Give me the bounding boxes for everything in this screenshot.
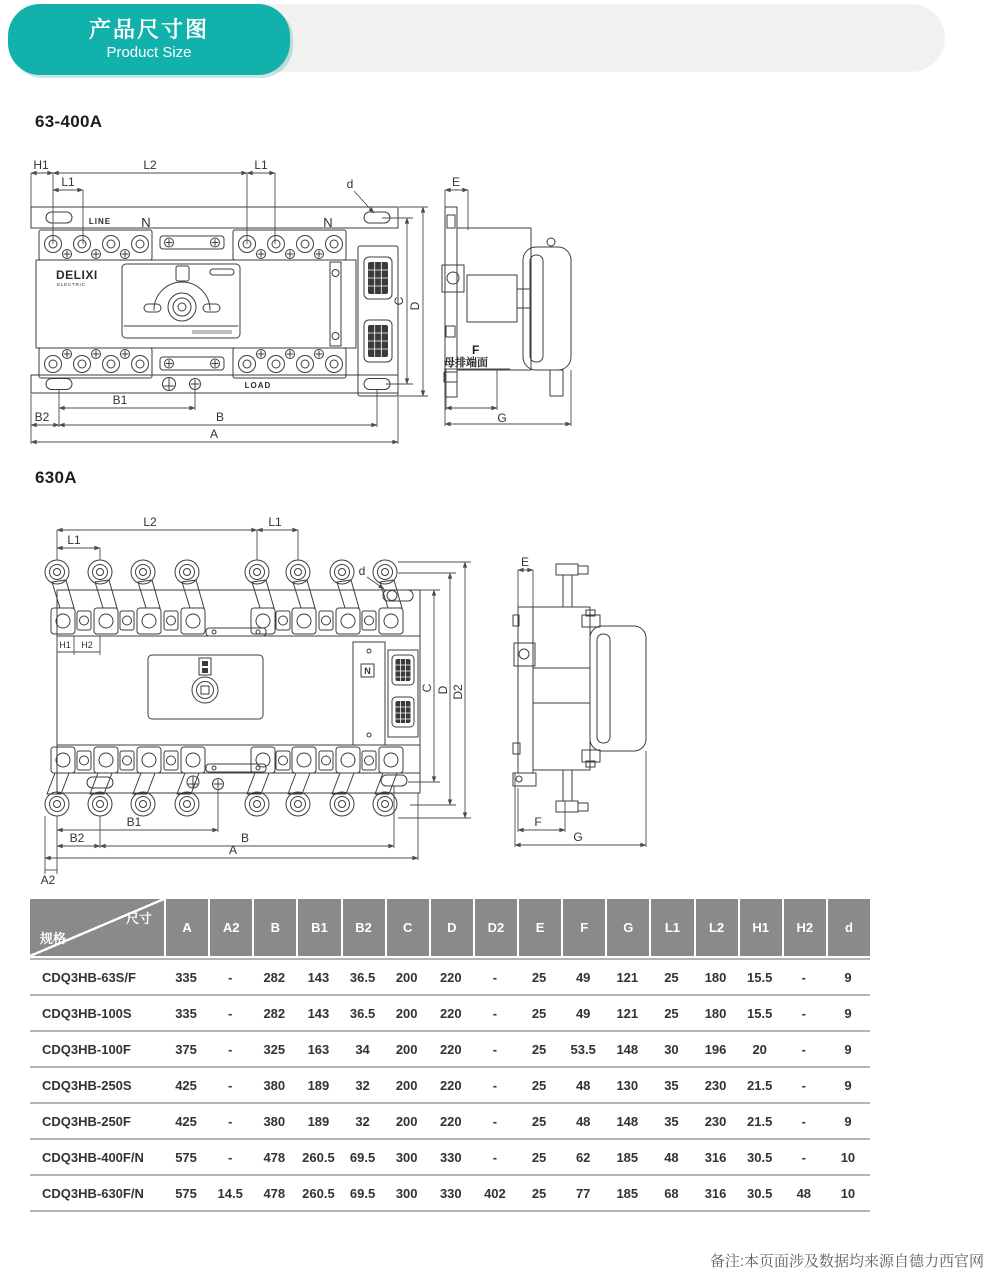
dim-label-b2: B2 <box>69 831 85 845</box>
dim-label-c: C <box>420 683 434 693</box>
value-cell-B2: 34 <box>355 1041 370 1057</box>
brand-logo: DELIXI <box>56 268 98 282</box>
value-cell-C: 200 <box>395 1077 418 1093</box>
value-cell-B: 325 <box>263 1041 286 1057</box>
model-cell: CDQ3HB-100F <box>42 1041 131 1057</box>
value-cell-G: 185 <box>616 1185 639 1201</box>
drawing-63-400a <box>30 158 595 458</box>
value-cell-d: 10 <box>840 1185 856 1201</box>
value-cell-D2: - <box>492 969 498 985</box>
value-cell-B2: 69.5 <box>349 1185 376 1201</box>
value-cell-L1: 35 <box>664 1077 679 1093</box>
value-cell-B: 380 <box>263 1077 286 1093</box>
table-body <box>30 958 870 1212</box>
table-row-CDQ3HB-250F <box>30 1104 870 1140</box>
value-cell-C: 200 <box>395 969 418 985</box>
value-cell-L1: 25 <box>664 969 679 985</box>
screw-icon <box>190 379 201 390</box>
dim-label-e: E <box>520 555 530 569</box>
value-cell-H1: 21.5 <box>747 1077 773 1093</box>
value-cell-F: 48 <box>575 1077 591 1093</box>
value-cell-A: 575 <box>175 1149 197 1165</box>
busbar-cover <box>330 262 341 346</box>
accessory-column <box>388 650 418 737</box>
value-cell-A2: - <box>228 1041 233 1057</box>
dim-label-l1-right: L1 <box>254 158 268 172</box>
value-cell-A2: - <box>228 1149 233 1165</box>
dim-label-d-dim: D <box>408 301 422 311</box>
value-cell-B: 478 <box>263 1149 286 1165</box>
value-cell-D2: - <box>492 1113 498 1129</box>
value-cell-H1: 20 <box>752 1041 767 1057</box>
value-cell-B2: 32 <box>355 1113 370 1129</box>
value-cell-L2: 230 <box>704 1113 727 1129</box>
column-header-B2: B2 <box>343 899 385 956</box>
value-cell-A: 425 <box>175 1077 197 1093</box>
drawing-630a <box>30 515 680 888</box>
value-cell-B2: 32 <box>355 1077 370 1093</box>
neutral-label-left: N <box>141 215 151 230</box>
corner-label-spec: 规格 <box>40 931 67 946</box>
value-cell-D2: - <box>492 1005 498 1021</box>
busbar-face-label: 母排端面 <box>444 357 488 369</box>
dim-label-c: C <box>392 296 406 306</box>
value-cell-D2: - <box>492 1149 498 1165</box>
column-header-H2: H2 <box>784 899 826 956</box>
value-cell-L2: 180 <box>704 969 727 985</box>
accessory-column <box>358 246 398 396</box>
dim-label-b2: B2 <box>34 410 50 424</box>
value-cell-F: 77 <box>575 1185 591 1201</box>
value-cell-H2: - <box>801 1041 806 1057</box>
column-header-L1: L1 <box>651 899 693 956</box>
model-cell: CDQ3HB-100S <box>42 1005 132 1021</box>
column-header-G: G <box>607 899 649 956</box>
value-cell-L1: 68 <box>664 1185 679 1201</box>
value-cell-d: 10 <box>840 1149 856 1165</box>
value-cell-L2: 230 <box>704 1077 727 1093</box>
column-header-E: E <box>519 899 561 956</box>
dim-label-b: B <box>215 410 225 424</box>
value-cell-F: 49 <box>575 1005 591 1021</box>
column-header-B: B <box>254 899 296 956</box>
connector-block-icon <box>392 697 414 727</box>
column-header-B1: B1 <box>298 899 340 956</box>
value-cell-d: 9 <box>844 1041 852 1057</box>
value-cell-D: 330 <box>439 1185 462 1201</box>
table-row-CDQ3HB-100F <box>30 1032 870 1068</box>
value-cell-L2: 316 <box>704 1185 727 1201</box>
value-cell-D: 220 <box>439 1041 462 1057</box>
badge-title-en: Product Size <box>106 43 192 61</box>
column-header-C: C <box>387 899 429 956</box>
table-row-CDQ3HB-400F/N <box>30 1140 870 1176</box>
section-title-badge <box>8 4 290 75</box>
value-cell-B1: 143 <box>307 969 330 985</box>
value-cell-L1: 25 <box>664 1005 679 1021</box>
dim-label-l1-right: L1 <box>268 515 282 529</box>
column-header-d: d <box>828 899 870 956</box>
dim-label-a2: A2 <box>40 873 56 887</box>
table-row-CDQ3HB-100S <box>30 996 870 1032</box>
value-cell-B: 282 <box>263 969 286 985</box>
brand-logo-sub: ELECTRIC <box>57 282 86 287</box>
value-cell-E: 25 <box>531 969 547 985</box>
dim-label-h1: H1 <box>33 158 49 172</box>
value-cell-L2: 180 <box>704 1005 727 1021</box>
value-cell-B1: 143 <box>307 1005 330 1021</box>
value-cell-d: 9 <box>844 1077 852 1093</box>
dim-label-a: A <box>228 843 238 857</box>
column-header-D: D <box>431 899 473 956</box>
value-cell-D: 220 <box>439 969 462 985</box>
column-header-D2: D2 <box>475 899 517 956</box>
value-cell-D: 220 <box>439 1005 462 1021</box>
table-row-CDQ3HB-63S/F <box>30 960 870 996</box>
value-cell-D: 220 <box>439 1113 462 1129</box>
value-cell-H1: 15.5 <box>747 1005 773 1021</box>
labels-630a <box>41 515 583 887</box>
value-cell-A: 375 <box>175 1041 197 1057</box>
dim-label-l2: L2 <box>143 158 157 172</box>
value-cell-B1: 260.5 <box>302 1185 335 1201</box>
dim-label-f: F <box>534 815 542 829</box>
dim-label-d: d <box>346 177 354 191</box>
value-cell-A2: 14.5 <box>217 1185 243 1201</box>
table-corner-cell <box>30 899 164 956</box>
heading-630a: 630A <box>35 468 77 487</box>
value-cell-B2: 36.5 <box>349 969 376 985</box>
value-cell-G: 121 <box>616 1005 639 1021</box>
value-cell-B2: 69.5 <box>349 1149 376 1165</box>
value-cell-d: 9 <box>844 1113 852 1129</box>
column-header-A: A <box>166 899 208 956</box>
value-cell-E: 25 <box>531 1005 547 1021</box>
neutral-label-right: N <box>323 215 333 230</box>
connector-block-icon <box>364 257 392 299</box>
model-cell: CDQ3HB-250F <box>42 1113 131 1129</box>
value-cell-G: 148 <box>616 1041 639 1057</box>
value-cell-d: 9 <box>844 969 852 985</box>
labels-63-400a <box>33 158 506 441</box>
column-header-A2: A2 <box>210 899 252 956</box>
dim-label-l1-left: L1 <box>61 175 75 189</box>
value-cell-d: 9 <box>844 1005 852 1021</box>
value-cell-A2: - <box>228 1005 233 1021</box>
value-cell-H2: - <box>801 969 806 985</box>
value-cell-A: 335 <box>175 969 197 985</box>
dim-label-b: B <box>240 831 250 845</box>
value-cell-H2: - <box>801 1077 806 1093</box>
ground-icon <box>163 378 176 391</box>
column-header-F: F <box>563 899 605 956</box>
screw-icon <box>213 779 224 790</box>
column-header-H1: H1 <box>740 899 782 956</box>
value-cell-B: 282 <box>263 1005 286 1021</box>
value-cell-H2: - <box>801 1005 806 1021</box>
value-cell-B1: 189 <box>307 1113 330 1129</box>
value-cell-D2: 402 <box>484 1185 506 1201</box>
value-cell-C: 200 <box>395 1041 418 1057</box>
value-cell-E: 25 <box>531 1185 547 1201</box>
value-cell-A2: - <box>228 1077 233 1093</box>
value-cell-F: 48 <box>575 1113 591 1129</box>
value-cell-F: 49 <box>575 969 591 985</box>
value-cell-H1: 15.5 <box>747 969 773 985</box>
corner-label-size: 尺寸 <box>125 911 152 926</box>
value-cell-E: 25 <box>531 1077 547 1093</box>
value-cell-B: 478 <box>263 1185 286 1201</box>
front-view-630a <box>45 560 420 816</box>
neutral-label: N <box>364 666 371 676</box>
value-cell-H1: 30.5 <box>747 1185 773 1201</box>
dimension-table <box>30 899 870 1212</box>
model-cell: CDQ3HB-250S <box>42 1077 132 1093</box>
dim-label-b1: B1 <box>126 815 142 829</box>
value-cell-A2: - <box>228 1113 233 1129</box>
dim-label-h2: H2 <box>81 640 93 650</box>
heading-63-400a: 63-400A <box>35 112 103 131</box>
model-cell: CDQ3HB-400F/N <box>42 1149 144 1165</box>
value-cell-B1: 189 <box>307 1077 330 1093</box>
load-terminal-label: LOAD <box>244 381 272 390</box>
connector-block-icon <box>364 320 392 362</box>
table-row-CDQ3HB-630F/N <box>30 1176 870 1212</box>
column-header-L2: L2 <box>696 899 738 956</box>
value-cell-D: 220 <box>439 1077 462 1093</box>
value-cell-C: 300 <box>395 1185 418 1201</box>
value-cell-G: 185 <box>616 1149 639 1165</box>
dim-label-h1: H1 <box>59 640 71 650</box>
table-header <box>30 899 870 956</box>
value-cell-G: 121 <box>616 969 639 985</box>
value-cell-B: 380 <box>263 1113 286 1129</box>
value-cell-H2: - <box>801 1113 806 1129</box>
dim-label-g: G <box>573 830 583 844</box>
value-cell-D2: - <box>492 1077 498 1093</box>
dim-label-e: E <box>451 175 461 189</box>
value-cell-H2: 48 <box>796 1185 812 1201</box>
dim-label-d-dim: D <box>436 685 450 695</box>
value-cell-F: 53.5 <box>570 1041 596 1057</box>
dim-label-l1-left: L1 <box>67 533 81 547</box>
dim-label-d2: D2 <box>451 684 465 700</box>
value-cell-C: 200 <box>395 1005 418 1021</box>
value-cell-E: 25 <box>531 1149 547 1165</box>
dim-label-a: A <box>209 427 219 441</box>
value-cell-C: 300 <box>395 1149 418 1165</box>
line-terminal-label: LINE <box>88 217 112 226</box>
model-cell: CDQ3HB-630F/N <box>42 1185 144 1201</box>
rotary-handle-panel <box>122 264 240 338</box>
value-cell-B1: 260.5 <box>302 1149 335 1165</box>
value-cell-D2: - <box>492 1041 498 1057</box>
value-cell-E: 25 <box>531 1113 547 1129</box>
value-cell-E: 25 <box>531 1041 547 1057</box>
value-cell-G: 130 <box>616 1077 639 1093</box>
value-cell-C: 200 <box>395 1113 418 1129</box>
front-view-63-400a <box>31 207 398 396</box>
value-cell-D: 330 <box>439 1149 462 1165</box>
value-cell-F: 62 <box>575 1149 591 1165</box>
value-cell-A: 335 <box>175 1005 197 1021</box>
connector-block-icon <box>392 655 414 685</box>
value-cell-B2: 36.5 <box>349 1005 376 1021</box>
value-cell-G: 148 <box>616 1113 639 1129</box>
value-cell-H1: 30.5 <box>747 1149 773 1165</box>
rotary-shaft-panel <box>148 655 263 719</box>
dim-label-g: G <box>497 411 507 425</box>
value-cell-L2: 316 <box>704 1149 727 1165</box>
value-cell-L1: 35 <box>664 1113 679 1129</box>
dim-label-f: F <box>472 343 480 357</box>
dim-label-l2: L2 <box>143 515 157 529</box>
value-cell-H2: - <box>801 1149 806 1165</box>
badge-title-zh: 产品尺寸图 <box>88 17 209 43</box>
value-cell-L2: 196 <box>704 1041 727 1057</box>
footer-note: 备注:本页面涉及数据均来源自德力西官网 <box>709 1253 984 1270</box>
dim-label-b1: B1 <box>112 393 128 407</box>
value-cell-L1: 30 <box>664 1041 679 1057</box>
model-cell: CDQ3HB-63S/F <box>42 969 136 985</box>
value-cell-H1: 21.5 <box>747 1113 773 1129</box>
value-cell-A2: - <box>228 969 233 985</box>
dim-label-d: d <box>358 564 366 578</box>
neutral-column <box>353 642 385 745</box>
value-cell-A: 575 <box>175 1185 197 1201</box>
value-cell-L1: 48 <box>664 1149 679 1165</box>
value-cell-A: 425 <box>175 1113 197 1129</box>
table-row-CDQ3HB-250S <box>30 1068 870 1104</box>
value-cell-B1: 163 <box>307 1041 330 1057</box>
